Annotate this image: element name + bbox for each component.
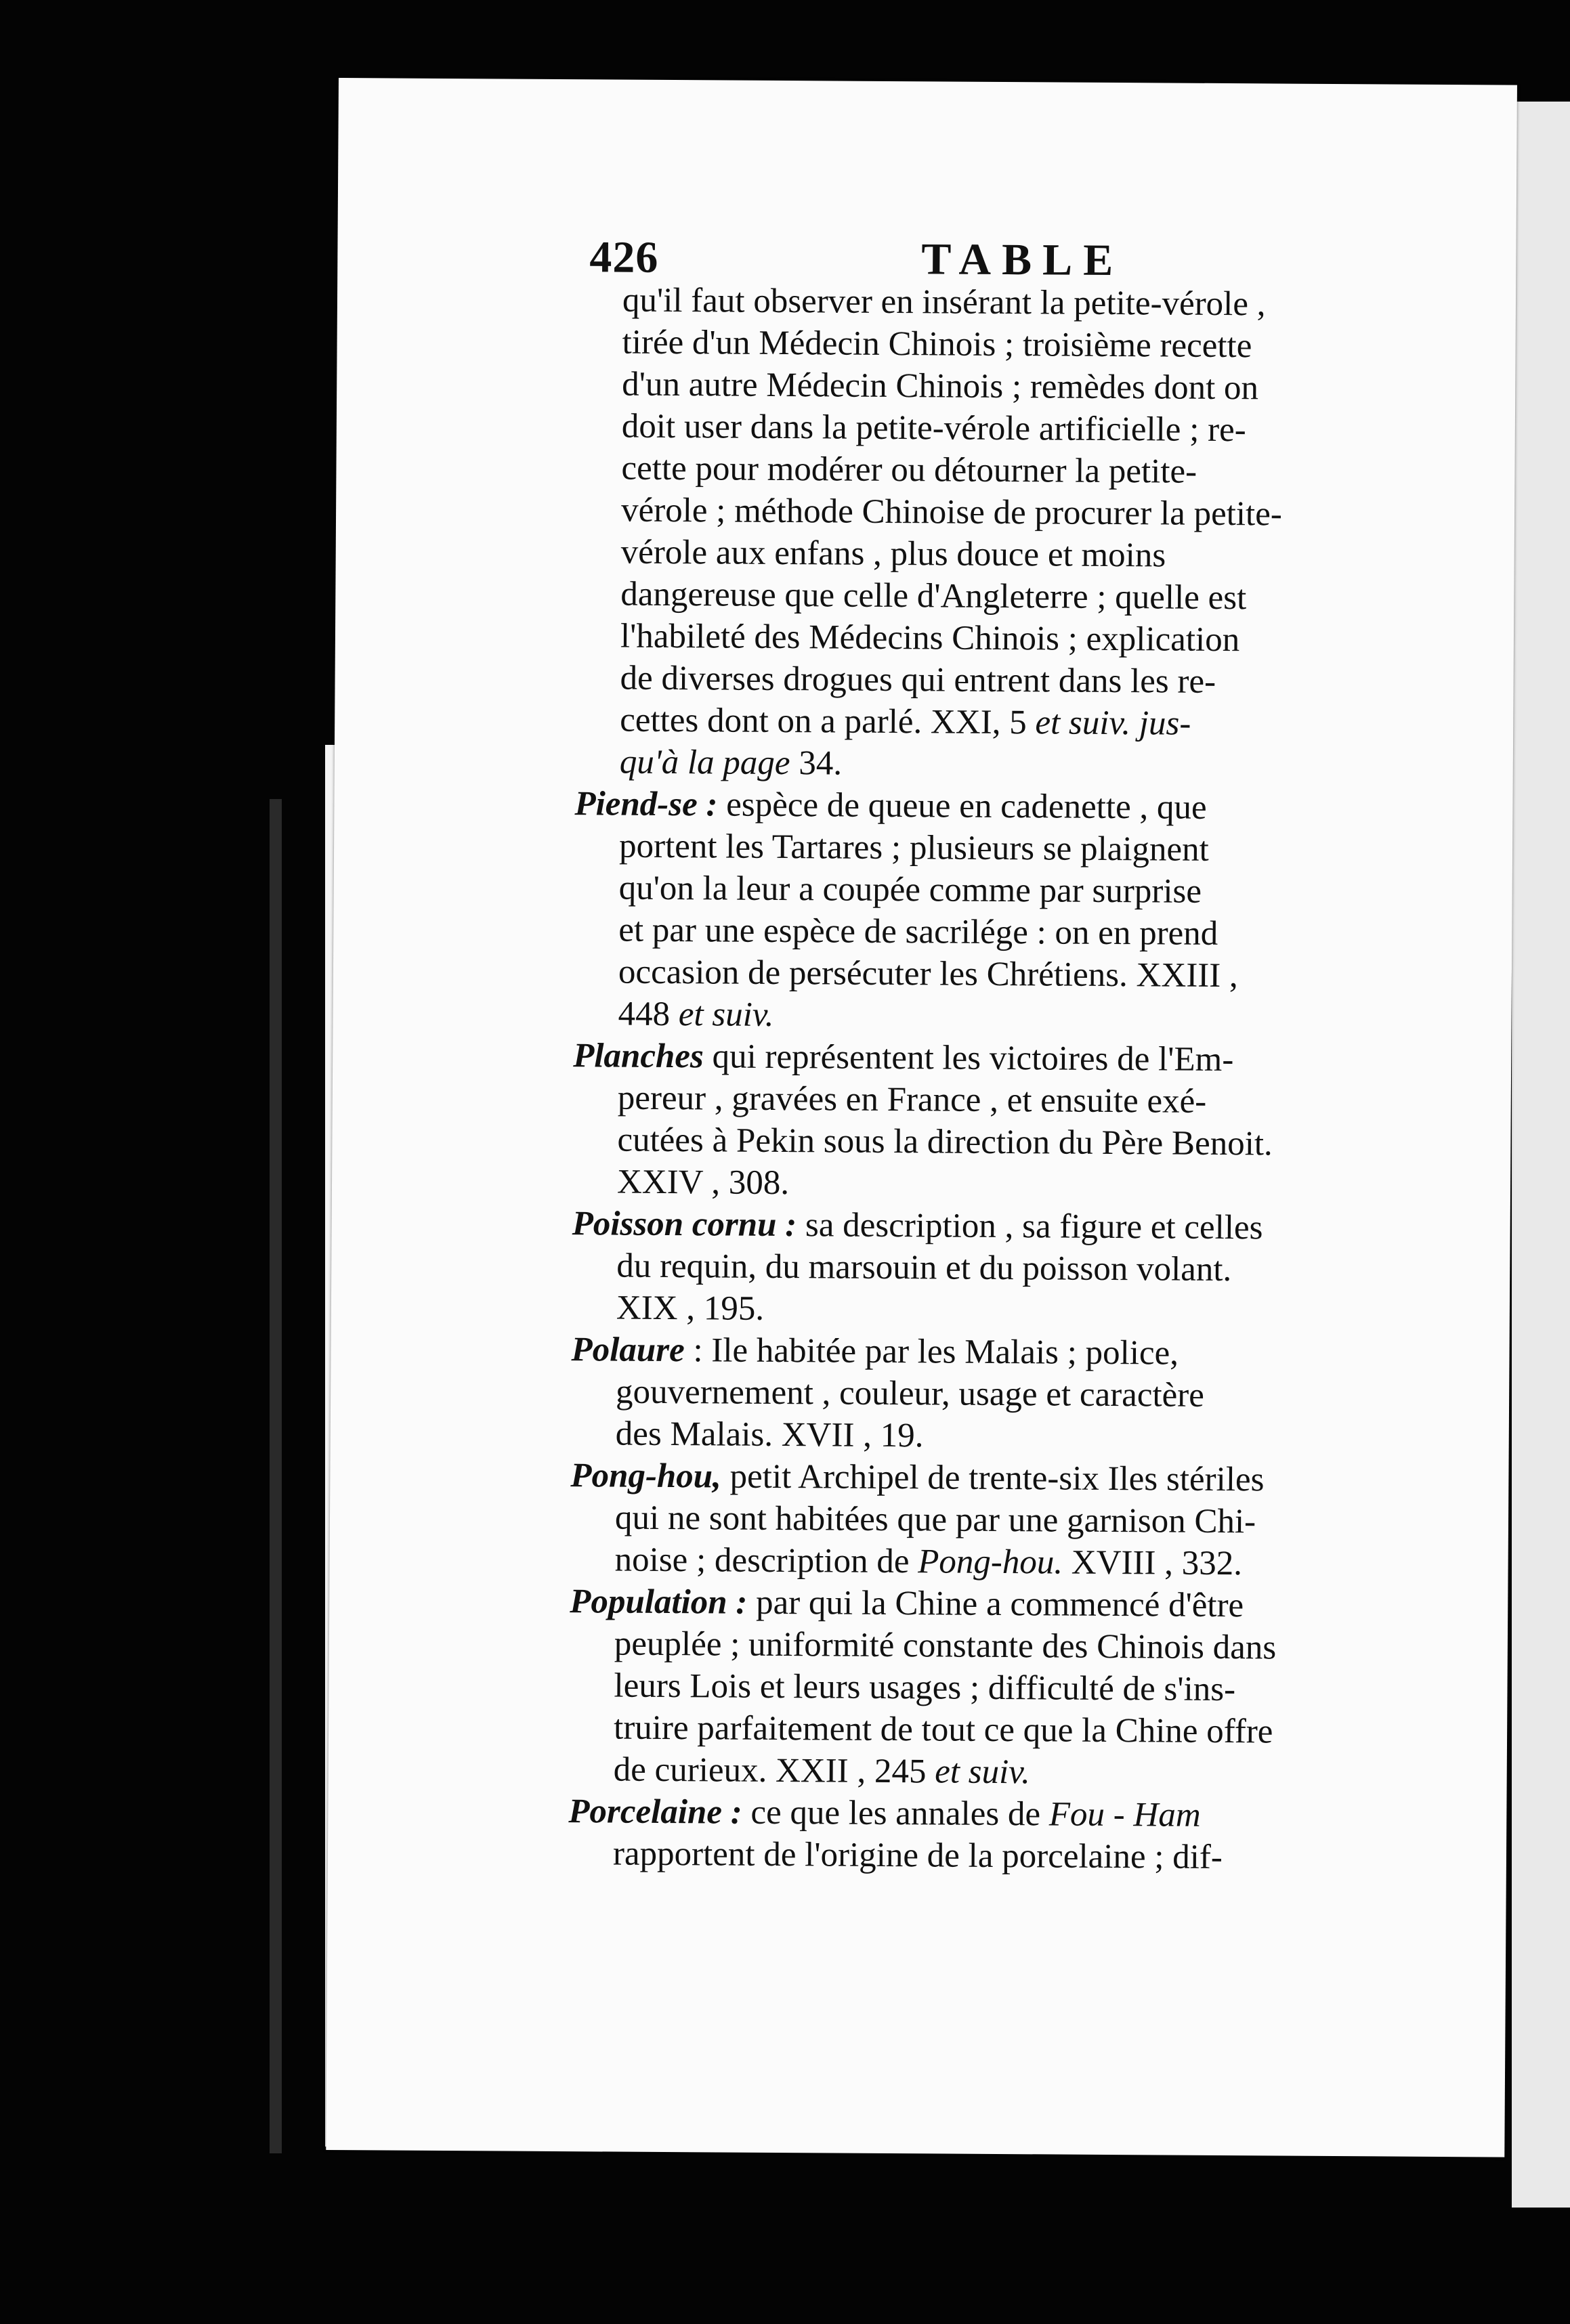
entry-line: cettes dont on a parlé. XXI, 5 et suiv. jus- xyxy=(620,701,1191,743)
italic-phrase: et suiv. jus- xyxy=(1035,704,1191,743)
entry-line: gouvernement , couleur, usage et caractère xyxy=(615,1373,1205,1415)
entry-line: qui ne sont habitées que par une garnison Chi- xyxy=(614,1499,1256,1541)
entry-headword: Poisson cornu : xyxy=(572,1205,797,1245)
entry-line: pereur , gravées en France , et ensuite exé- xyxy=(617,1079,1207,1121)
entry-line: Population : par qui la Chine a commencé d'être xyxy=(570,1583,1244,1625)
entry-line: Piend-se : espèce de queue en cadenette , que xyxy=(574,785,1207,827)
entry-line: du requin, du marsouin et du poisson volant. xyxy=(616,1247,1232,1289)
italic-phrase: qu'à la page xyxy=(619,743,790,783)
entry-line: noise ; description de Pong-hou. XVIII , 332. xyxy=(614,1541,1243,1583)
entry-line: rapportent de l'origine de la porcelaine ; dif- xyxy=(612,1834,1223,1877)
index-entry-pong-hou xyxy=(570,1455,1451,1586)
entry-line: leurs Lois et leurs usages ; difficulté de s'ins- xyxy=(614,1666,1236,1709)
index-entry-piend-se xyxy=(573,783,1455,1040)
page-number: 426 xyxy=(589,232,659,282)
italic-phrase: Fou - Ham xyxy=(1048,1795,1201,1834)
entry-line: tirée d'un Médecin Chinois ; troisième recette xyxy=(622,323,1252,366)
entry-headword: Population : xyxy=(570,1583,748,1622)
entry-line: Pong-hou, petit Archipel de trente-six Iles stériles xyxy=(570,1457,1265,1499)
entry-line: peuplée ; uniformité constante des Chinois dans xyxy=(614,1624,1277,1667)
entry-line: des Malais. XVII , 19. xyxy=(615,1415,924,1455)
running-head: TABLE xyxy=(921,234,1124,286)
entry-line: Planches qui représentent les victoires de l'Em- xyxy=(573,1037,1234,1079)
index-entry-polaure xyxy=(571,1329,1452,1460)
entry-line: cette pour modérer ou détourner la petite- xyxy=(621,449,1197,491)
entry-line: de curieux. XXII , 245 et suiv. xyxy=(613,1750,1031,1792)
entry-line: cutées à Pekin sous la direction du Père Benoit. xyxy=(617,1121,1273,1163)
entry-line: doit user dans la petite-vérole artificielle ; re- xyxy=(621,407,1246,450)
entry-line: Polaure : Ile habitée par les Malais ; police, xyxy=(571,1331,1179,1373)
entry-line: XXIV , 308. xyxy=(616,1163,790,1203)
italic-phrase: et suiv. xyxy=(678,995,774,1034)
entry-line: 448 et suiv. xyxy=(618,995,774,1034)
entry-headword: Planches xyxy=(573,1037,704,1076)
entry-line: qu'on la leur a coupée comme par surprise xyxy=(618,869,1202,911)
entry-line: Porcelaine : ce que les annales de Fou - Ham xyxy=(568,1792,1201,1834)
index-entry-population xyxy=(569,1580,1451,1796)
entry-line: portent les Tartares ; plusieurs se plaignent xyxy=(618,827,1209,869)
adjacent-page-edge xyxy=(1512,102,1570,2208)
index-entry-planches xyxy=(572,1035,1454,1208)
index-entry-petite-verole xyxy=(575,279,1459,788)
entry-headword: Pong-hou, xyxy=(570,1457,722,1496)
entry-headword: Porcelaine : xyxy=(568,1792,742,1832)
entry-line: d'un autre Médecin Chinois ; remèdes dont on xyxy=(622,365,1259,408)
entry-line: XIX , 195. xyxy=(616,1289,765,1328)
entry-line: dangereuse que celle d'Angleterre ; quelle est xyxy=(620,575,1247,618)
entry-line: truire parfaitement de tout ce que la Chine offre xyxy=(613,1708,1273,1751)
book-spine-shadow xyxy=(270,799,282,2153)
entry-line: Poisson cornu : sa description , sa figure et celles xyxy=(572,1205,1263,1247)
entry-headword: Polaure xyxy=(571,1331,685,1370)
entry-line: qu'il faut observer en insérant la petite-vérole , xyxy=(622,281,1266,324)
entry-line: l'habileté des Médecins Chinois ; explication xyxy=(620,617,1240,660)
index-entries xyxy=(568,279,1458,1880)
italic-phrase: et suiv. xyxy=(935,1752,1031,1792)
entry-line: qu'à la page 34. xyxy=(619,743,843,783)
italic-phrase: Pong-hou. xyxy=(918,1543,1063,1582)
entry-line: et par une espèce de sacrilége : on en prend xyxy=(618,911,1218,953)
entry-line: vérole aux enfans , plus douce et moins xyxy=(620,533,1166,575)
scanned-page xyxy=(326,78,1517,2157)
index-entry-porcelaine xyxy=(568,1790,1449,1880)
entry-line: vérole ; méthode Chinoise de procurer la petite- xyxy=(620,491,1282,534)
index-entry-poisson-cornu xyxy=(572,1203,1453,1334)
entry-headword: Piend-se : xyxy=(574,785,718,824)
entry-line: occasion de persécuter les Chrétiens. XXIII , xyxy=(618,953,1238,995)
entry-line: de diverses drogues qui entrent dans les re- xyxy=(620,659,1216,701)
